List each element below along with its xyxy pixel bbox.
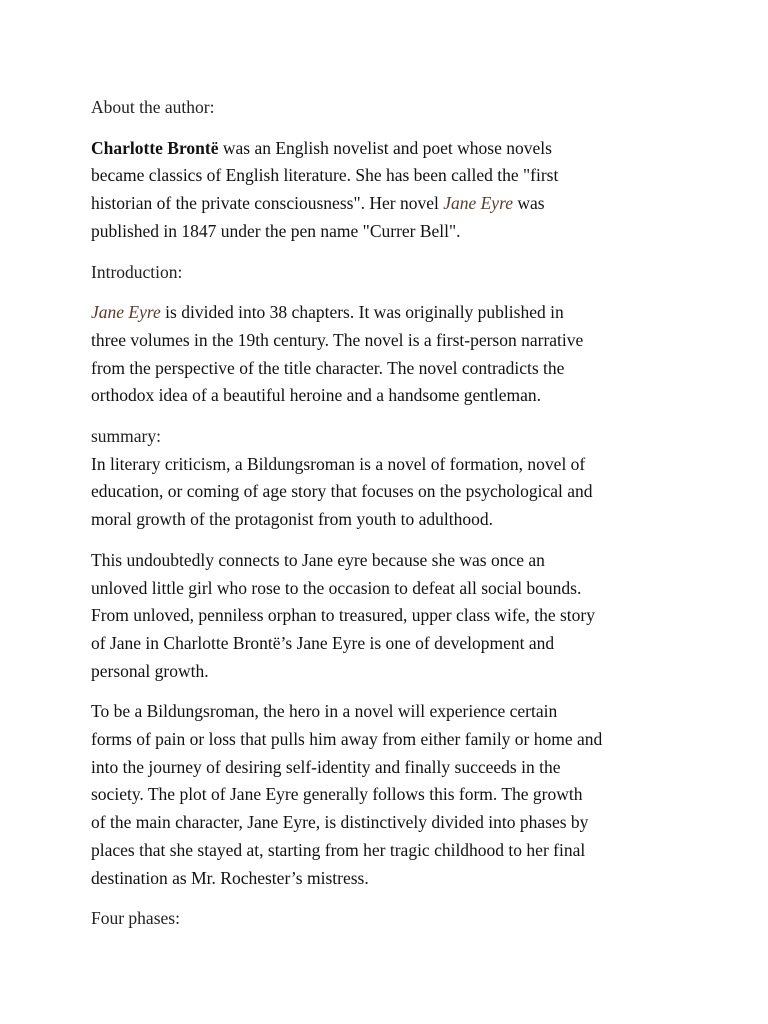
author-line-1 [91, 135, 691, 163]
author-line-4: published in 1847 under the pen name "Currer Bell". [91, 220, 461, 241]
connect-line: of Jane in Charlotte Brontë’s Jane Eyre is one of development and [91, 632, 555, 653]
summary-paragraph [91, 451, 691, 534]
intro-line-3: from the perspective of the title character. The novel contradicts the [91, 357, 565, 378]
intro-line-1-text: is divided into 38 chapters. It was originally published in [160, 302, 564, 323]
connect-paragraph [91, 547, 691, 686]
author-name: Charlotte Brontë [91, 137, 219, 158]
bildungsroman-line: into the journey of desiring self-identity and finally succeeds in the [91, 756, 561, 777]
bildungsroman-paragraph [91, 698, 691, 892]
summary-line: education, or coming of age story that focuses on the psychological and [91, 481, 593, 502]
intro-line-1 [91, 299, 691, 327]
intro-line-2: three volumes in the 19th century. The novel is a first-person narrative [91, 329, 584, 350]
author-line-3 [91, 190, 691, 218]
bildungsroman-line: destination as Mr. Rochester’s mistress. [91, 867, 369, 888]
bildungsroman-line: To be a Bildungsroman, the hero in a novel will experience certain [91, 701, 558, 722]
connect-line: From unloved, penniless orphan to treasured, upper class wife, the story [91, 605, 595, 626]
document-page [91, 94, 691, 933]
novel-title-italic: Jane Eyre [443, 193, 513, 214]
connect-line: personal growth. [91, 660, 209, 681]
intro-line-4: orthodox idea of a beautiful heroine and a handsome gentleman. [91, 385, 541, 406]
author-line-2: became classics of English literature. She has been called the "first [91, 165, 559, 186]
novel-title-italic: Jane Eyre [91, 302, 161, 323]
bildungsroman-line: places that she stayed at, starting from her tragic childhood to her final [91, 839, 586, 860]
bildungsroman-line: of the main character, Jane Eyre, is distinctively divided into phases by [91, 812, 589, 833]
author-paragraph [91, 135, 691, 246]
connect-line: unloved little girl who rose to the occasion to defeat all social bounds. [91, 577, 582, 598]
summary-heading: summary: [91, 426, 161, 447]
about-heading: About the author: [91, 97, 215, 117]
summary-line: moral growth of the protagonist from youth to adulthood. [91, 509, 493, 530]
intro-heading: Introduction: [91, 261, 183, 282]
connect-line: This undoubtedly connects to Jane eyre because she was once an [91, 549, 545, 570]
phases-heading: Four phases: [91, 908, 180, 929]
author-line-1-text: was an English novelist and poet whose novels [218, 137, 552, 158]
author-line-3-pre: historian of the private consciousness". Her novel [91, 193, 444, 214]
author-line-3-post: was [513, 193, 545, 214]
bildungsroman-line: society. The plot of Jane Eyre generally follows this form. The growth [91, 784, 583, 805]
bildungsroman-line: forms of pain or loss that pulls him away from either family or home and [91, 729, 603, 750]
intro-paragraph [91, 299, 691, 410]
summary-line: In literary criticism, a Bildungsroman is a novel of formation, novel of [91, 453, 586, 474]
